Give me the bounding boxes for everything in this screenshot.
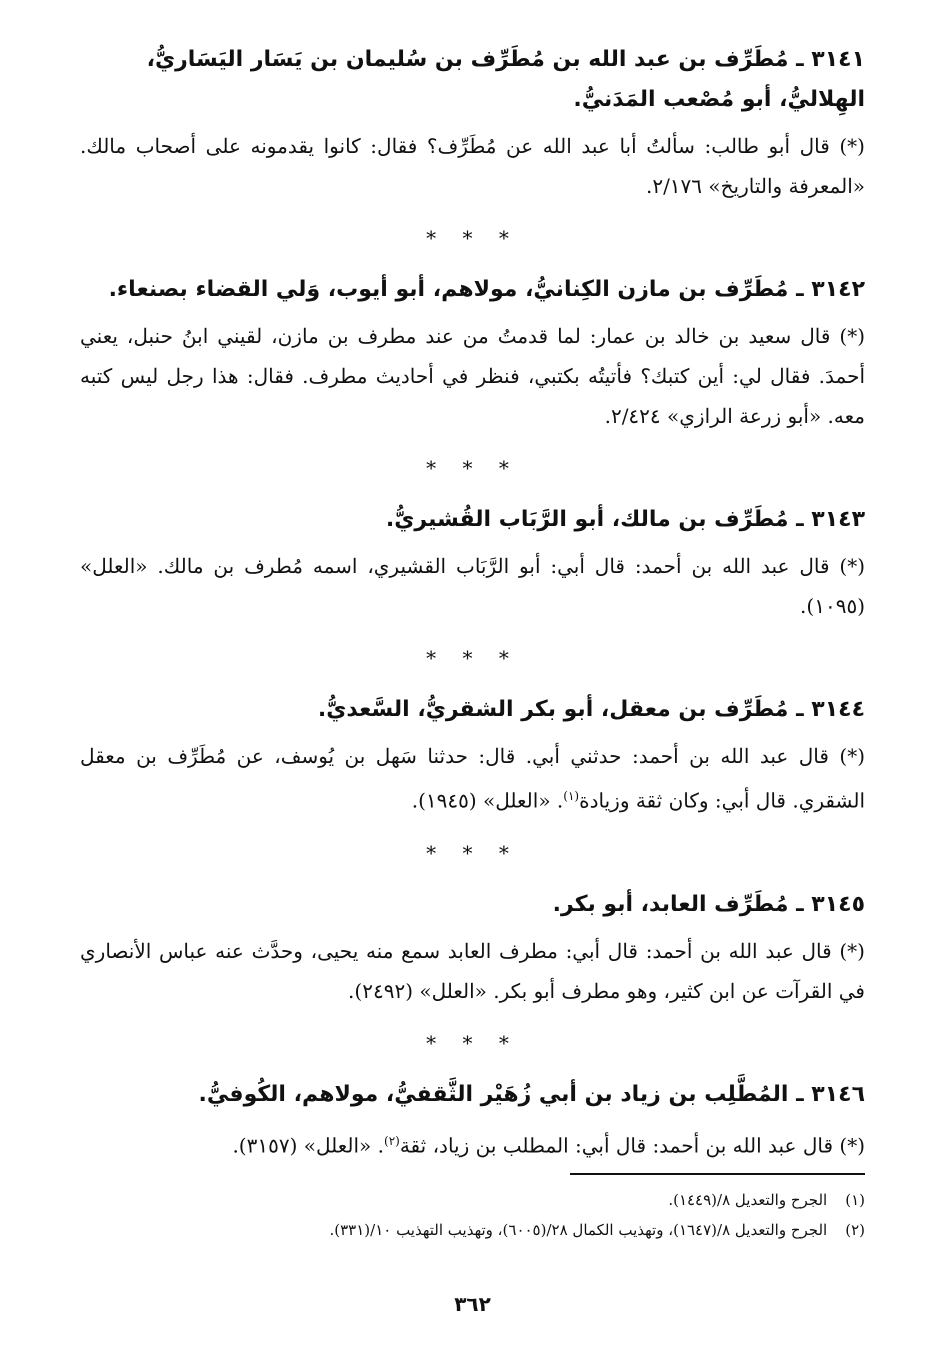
entry-heading: ٣١٤١ ـ مُطَرِّف بن عبد الله بن مُطَرِّف بن سُليمان بن يَسَار اليَسَاريُّ، الهِلاليُّ، أبو مُصْعب المَدَنيُّ. bbox=[146, 47, 865, 112]
footnotes bbox=[80, 1185, 865, 1245]
footnote-number: (٢) bbox=[845, 1221, 865, 1239]
entry-heading: ٣١٤٤ ـ مُطَرِّف بن معقل، أبو بكر الشقريُّ، السَّعديُّ. bbox=[317, 697, 865, 722]
entry-3146 bbox=[80, 1075, 865, 1166]
footnote-2 bbox=[80, 1215, 865, 1245]
entry-heading: ٣١٤٢ ـ مُطَرِّف بن مازن الكِنانيُّ، مولاهم، أبو أيوب، وَلي القضاء بصنعاء. bbox=[108, 277, 865, 302]
entry-heading: ٣١٤٦ ـ المُطَّلِب بن زياد بن أبي زُهَيْر الثَّقفيُّ، مولاهم، الكُوفيُّ. bbox=[198, 1081, 865, 1107]
entry-heading: ٣١٤٣ ـ مُطَرِّف بن مالك، أبو الرَّبَاب القُشيريُّ. bbox=[385, 507, 865, 532]
entry-3142 bbox=[80, 270, 865, 436]
section-separator: * * * bbox=[426, 840, 519, 865]
entry-body-text: (*) قال عبد الله بن أحمد: قال أبي: المطلب بن زياد، ثقة bbox=[399, 1133, 865, 1158]
footnote-number: (١) bbox=[845, 1191, 865, 1209]
book-page bbox=[80, 40, 865, 1340]
entry-body-tail: . «العلل» (٣١٥٧). bbox=[232, 1133, 384, 1158]
entry-body: (*) قال سعيد بن خالد بن عمار: لما قدمتُ من عند مطرف بن مازن، لقيني ابنُ حنبل، يعني أحمدَ. فقال لي: أين كتبك؟ فأتيتُه بكتبي، فنظر في أحاديث مطرف. فقال: هذا رجل ليس كتبه معه. «أبو زرعة الرازي» ٢/٤٢٤. bbox=[80, 324, 865, 428]
footnote-text: الجرح والتعديل ٨/(١٤٤٩). bbox=[668, 1191, 828, 1209]
section-separator: * * * bbox=[426, 1030, 519, 1055]
entry-body: (*) قال عبد الله بن أحمد: قال أبي: مطرف العابد سمع منه يحيى، وحدَّث عنه عباس الأنصاري في القرآت عن ابن كثير، وهو مطرف أبو بكر. «العلل» (٢٤٩٢). bbox=[80, 938, 865, 1003]
page-number: ٣٦٢ bbox=[454, 1292, 491, 1316]
entry-3143 bbox=[80, 500, 865, 626]
entry-body-tail: . «العلل» (١٩٤٥). bbox=[411, 788, 564, 813]
section-separator: * * * bbox=[426, 226, 519, 250]
footnote-ref[interactable]: (٢) bbox=[384, 1133, 400, 1148]
entry-body-text: (*) قال عبد الله بن أحمد: حدثني أبي. قال: حدثنا سَهل بن يُوسف، عن مُطَرِّف بن معقل الشقري. قال أبي: وكان ثقة وزيادة bbox=[80, 744, 865, 813]
footnote-1 bbox=[80, 1185, 865, 1215]
entry-body: (*) قال أبو طالب: سألتُ أبا عبد الله عن مُطَرِّف؟ فقال: كانوا يقدمونه على أصحاب مالك. «المعرفة والتاريخ» ٢/١٧٦. bbox=[80, 134, 865, 198]
entry-3145 bbox=[80, 885, 865, 1011]
entry-3144 bbox=[80, 690, 865, 821]
entry-body bbox=[80, 1121, 865, 1166]
entry-heading: ٣١٤٥ ـ مُطَرِّف العابد، أبو بكر. bbox=[552, 891, 865, 917]
section-separator: * * * bbox=[426, 646, 519, 670]
entry-body bbox=[80, 736, 865, 821]
section-separator: * * * bbox=[426, 456, 519, 480]
entry-3141 bbox=[80, 40, 865, 206]
footnote-ref[interactable]: (١) bbox=[563, 789, 580, 803]
entry-body: (*) قال عبد الله بن أحمد: قال أبي: أبو الرَّبَاب القشيري، اسمه مُطرف بن مالك. «العلل» (١٠٩٥). bbox=[80, 554, 865, 618]
footnote-divider bbox=[570, 1173, 865, 1175]
footnote-text: الجرح والتعديل ٨/(١٦٤٧)، وتهذيب الكمال ٢٨/(٦٠٠٥)، وتهذيب التهذيب ١٠/(٣٣١). bbox=[329, 1221, 828, 1239]
